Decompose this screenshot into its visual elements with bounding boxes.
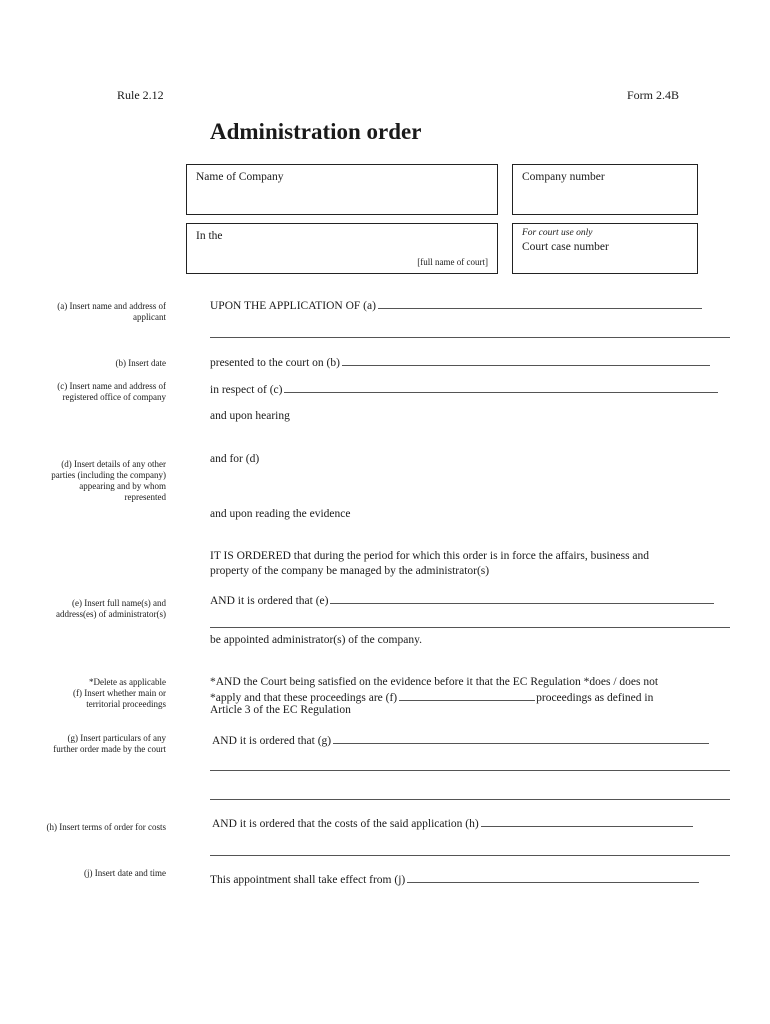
note-g: (g) Insert particulars of any further order made by the court (53, 733, 166, 754)
effective-date-field[interactable] (407, 872, 699, 883)
date-field[interactable] (342, 355, 710, 366)
court-case-number-label: Court case number (522, 241, 609, 253)
court-use-only-label: For court use only (522, 228, 593, 238)
note-d: (d) Insert details of any other parties (including the company) appearing and by whom represented (51, 459, 166, 502)
court-case-box[interactable] (512, 223, 698, 274)
form-number: Form 2.4B (627, 88, 680, 102)
note-h: (h) Insert terms of order for costs (46, 822, 166, 832)
company-number-label: Company number (522, 171, 605, 183)
application-line: UPON THE APPLICATION OF (a) (210, 298, 702, 312)
applicant-field[interactable] (378, 298, 702, 309)
note-j: (j) Insert date and time (84, 868, 166, 878)
rule-number: Rule 2.12 (117, 88, 164, 102)
administrator-field[interactable] (330, 593, 714, 604)
in-the-label: In the (196, 230, 223, 242)
proceedings-type-field[interactable] (399, 690, 535, 701)
further-order-field-3[interactable] (210, 799, 730, 800)
administrator-line: AND it is ordered that (e) (210, 593, 714, 607)
note-a: (a) Insert name and address of applicant (57, 301, 166, 322)
be-appointed: be appointed administrator(s) of the company. (210, 634, 422, 646)
note-b: (b) Insert date (115, 358, 166, 368)
costs-field-2[interactable] (210, 855, 730, 856)
note-f: *Delete as applicable (f) Insert whether main or territorial proceedings (73, 677, 166, 709)
company-field[interactable] (284, 382, 718, 393)
applicant-field-2[interactable] (210, 337, 730, 338)
company-name-label: Name of Company (196, 171, 284, 183)
company-name-box[interactable] (186, 164, 498, 215)
note-e: (e) Insert full name(s) and address(es) of administrator(s) (56, 598, 166, 619)
costs-line: AND it is ordered that the costs of the said application (h) (212, 816, 693, 830)
administrator-field-2[interactable] (210, 627, 730, 628)
and-for: and for (d) (210, 453, 260, 465)
court-name-box[interactable] (186, 223, 498, 274)
ec-line-2: *apply and that these proceedings are (f) proceedings as defined in (210, 692, 654, 704)
order-line-2: property of the company be managed by the administrator(s) (210, 565, 490, 577)
full-name-court-hint: [full name of court] (417, 257, 488, 267)
respect-line: in respect of (c) (210, 382, 718, 396)
further-order-field[interactable] (333, 733, 709, 744)
appointment-line: This appointment shall take effect from (j) (210, 872, 699, 886)
ec-line-1: *AND the Court being satisfied on the evidence before it that the EC Regulation *does / does not (210, 676, 659, 688)
upon-reading: and upon reading the evidence (210, 508, 351, 520)
further-order-field-2[interactable] (210, 770, 730, 771)
presented-line: presented to the court on (b) (210, 355, 710, 369)
note-c: (c) Insert name and address of registered office of company (57, 381, 166, 402)
order-line-1: IT IS ORDERED that during the period for which this order is in force the affairs, business and (210, 550, 650, 562)
further-order-line: AND it is ordered that (g) (212, 733, 709, 747)
upon-hearing: and upon hearing (210, 410, 290, 422)
company-number-box[interactable] (512, 164, 698, 215)
page-title: Administration order (210, 119, 422, 144)
costs-field[interactable] (481, 816, 693, 827)
ec-line-3: Article 3 of the EC Regulation (210, 704, 351, 716)
